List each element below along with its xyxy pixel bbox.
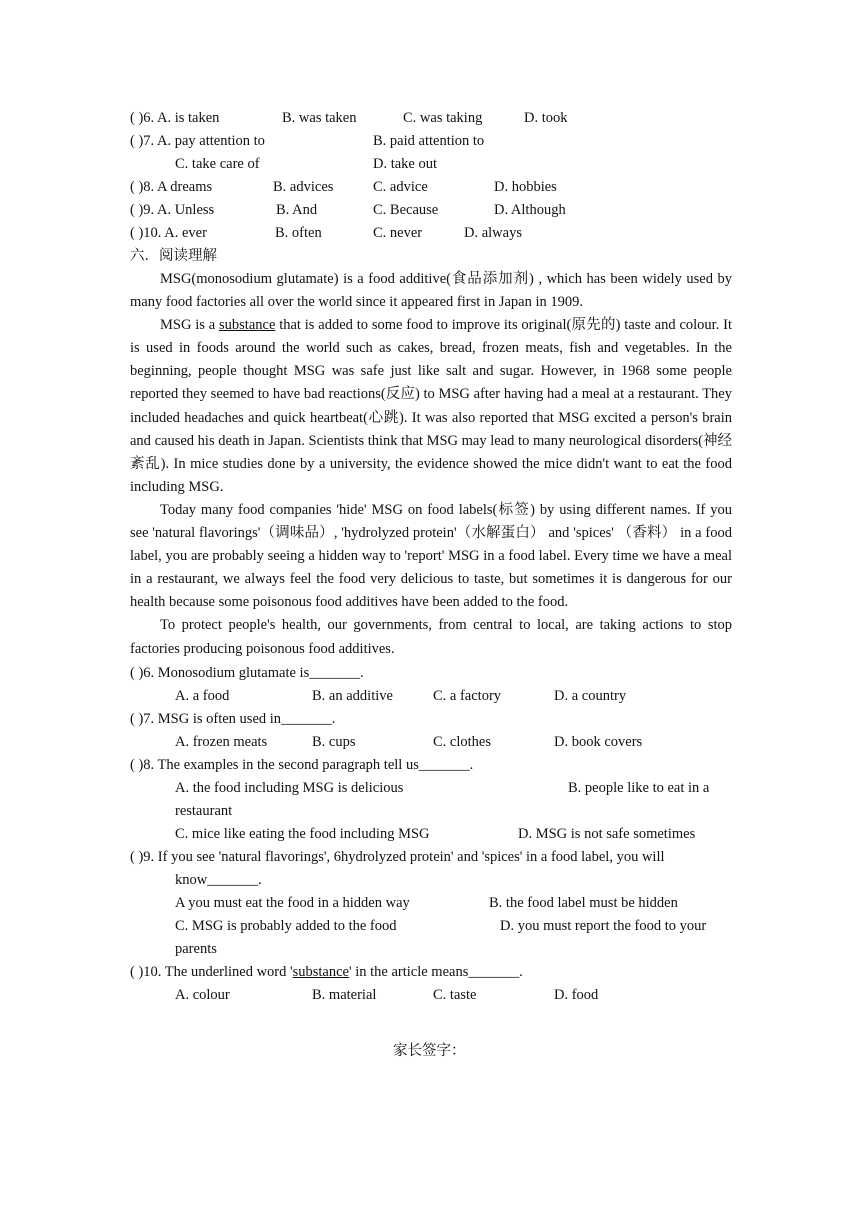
passage-paragraph-3: Today many food companies 'hide' MSG on food labels(标签) by using different names. If you see 'natural flavorings'（调味品）, 'hydrolyzed protein'（水解蛋白） and 'spices' （香料） in a food label, you are probably seeing a hidden way to 'report' MSG in a food label. Every time we have a meal in a restaurant, we always feel the food very delicious to taste, but sometimes it is dangerous for our health because some poisonous food additives have been added to the food. [130, 501, 732, 611]
q6-option-c: C. a factory [433, 688, 502, 704]
q9-option-c: C. MSG is probably added to the food [175, 918, 397, 934]
cloze-8-d: D. hobbies [494, 179, 557, 195]
q9-option-a: A you must eat the food in a hidden way [175, 895, 410, 911]
cloze-6-a: ( )6. A. is taken [130, 110, 220, 126]
reading-passage [130, 268, 732, 661]
cloze-10-d: D. always [464, 225, 522, 241]
cloze-6-d: D. took [524, 110, 568, 126]
q10-stem-before: ( )10. The underlined word ' [130, 964, 293, 980]
q7-option-d: D. book covers [554, 734, 643, 750]
cloze-9-b: B. And [276, 202, 318, 218]
q10-option-a: A. colour [175, 987, 230, 1003]
q10-underlined-word: substance [292, 964, 349, 980]
q8-option-b: B. people like to eat in a [568, 780, 710, 796]
cloze-8-b: B. advices [273, 179, 334, 195]
passage-paragraph-1: MSG(monosodium glutamate) is a food additive(食品添加剂) , which has been widely used by many food factories all over the world since it appeared first in Japan in 1909. [130, 271, 732, 311]
cloze-7-a: ( )7. A. pay attention to [130, 133, 265, 149]
passage-paragraph-2 [130, 314, 732, 499]
cloze-8-c: C. advice [373, 179, 428, 195]
q6-option-b: B. an additive [312, 688, 393, 704]
q6-stem: ( )6. Monosodium glutamate is_______. [130, 665, 364, 681]
cloze-8-a: ( )8. A dreams [130, 179, 213, 195]
cloze-7-b: B. paid attention to [373, 133, 485, 149]
q9-stem: ( )9. If you see 'natural flavorings', 6hydrolyzed protein' and 'spices' in a food label, you will [130, 849, 665, 865]
q7-option-c: C. clothes [433, 734, 491, 750]
p2-after: that is added to some food to improve its original(原先的) taste and colour. It is used in foods around the world such as cakes, bread, frozen meats, fish and vegetables. In the beginning, people thought MSG was safe just like salt and sugar. However, in 1968 some people reported they seemed to have bad reactions(反应) to MSG after having had a meal at a restaurant. They included headaches and quick heartbeat(心跳). It was also reported that MSG excited a person's brain and caused his death in Japan. Scientists think that MSG may lead to many neurological disorders(神经紊乱). In mice studies done by a university, the evidence showed the mice didn't want to eat the food including MSG. [130, 317, 732, 495]
q7-stem: ( )7. MSG is often used in_______. [130, 711, 336, 727]
q6-option-d: D. a country [554, 688, 627, 704]
cloze-7-c: C. take care of [175, 156, 260, 172]
q8-option-a: A. the food including MSG is delicious [175, 780, 404, 796]
cloze-6-b: B. was taken [282, 110, 357, 126]
q6-option-a: A. a food [175, 688, 230, 704]
q9-stem-cont: know_______. [175, 872, 262, 888]
cloze-9-c: C. Because [373, 202, 439, 218]
q10-option-d: D. food [554, 987, 599, 1003]
passage-paragraph-4: To protect people's health, our governments, from central to local, are taking actions to stop factories producing poisonous food additives. [130, 617, 732, 657]
q7-option-b: B. cups [312, 734, 356, 750]
q8-option-c: C. mice like eating the food including MSG [175, 826, 430, 842]
q10-stem-after: ' in the article means_______. [348, 964, 523, 980]
q8-stem: ( )8. The examples in the second paragraph tell us_______. [130, 757, 474, 773]
p2-before: MSG is a [160, 317, 220, 334]
underlined-word-substance: substance [219, 317, 276, 334]
q9-option-b: B. the food label must be hidden [489, 895, 678, 911]
q9-option-d: D. you must report the food to your [500, 918, 707, 934]
cloze-10-c: C. never [373, 225, 423, 241]
q7-option-a: A. frozen meats [175, 734, 268, 750]
cloze-9-d: D. Although [494, 202, 566, 218]
cloze-7-d: D. take out [373, 156, 438, 172]
cloze-9-a: ( )9. A. Unless [130, 202, 215, 218]
cloze-6-c: C. was taking [403, 110, 483, 126]
q10-option-b: B. material [312, 987, 377, 1003]
cloze-10-a: ( )10. A. ever [130, 225, 207, 241]
cloze-10-b: B. often [275, 225, 322, 241]
q10-option-c: C. taste [433, 987, 477, 1003]
q10-stem [130, 963, 523, 981]
q8-option-d: D. MSG is not safe sometimes [518, 826, 696, 842]
q9-option-d-cont: parents [175, 941, 217, 957]
parent-signature-label: 家长签字： [393, 1043, 466, 1059]
q8-option-b-cont: restaurant [175, 803, 233, 819]
section-title: 六．阅读理解 [130, 248, 217, 264]
